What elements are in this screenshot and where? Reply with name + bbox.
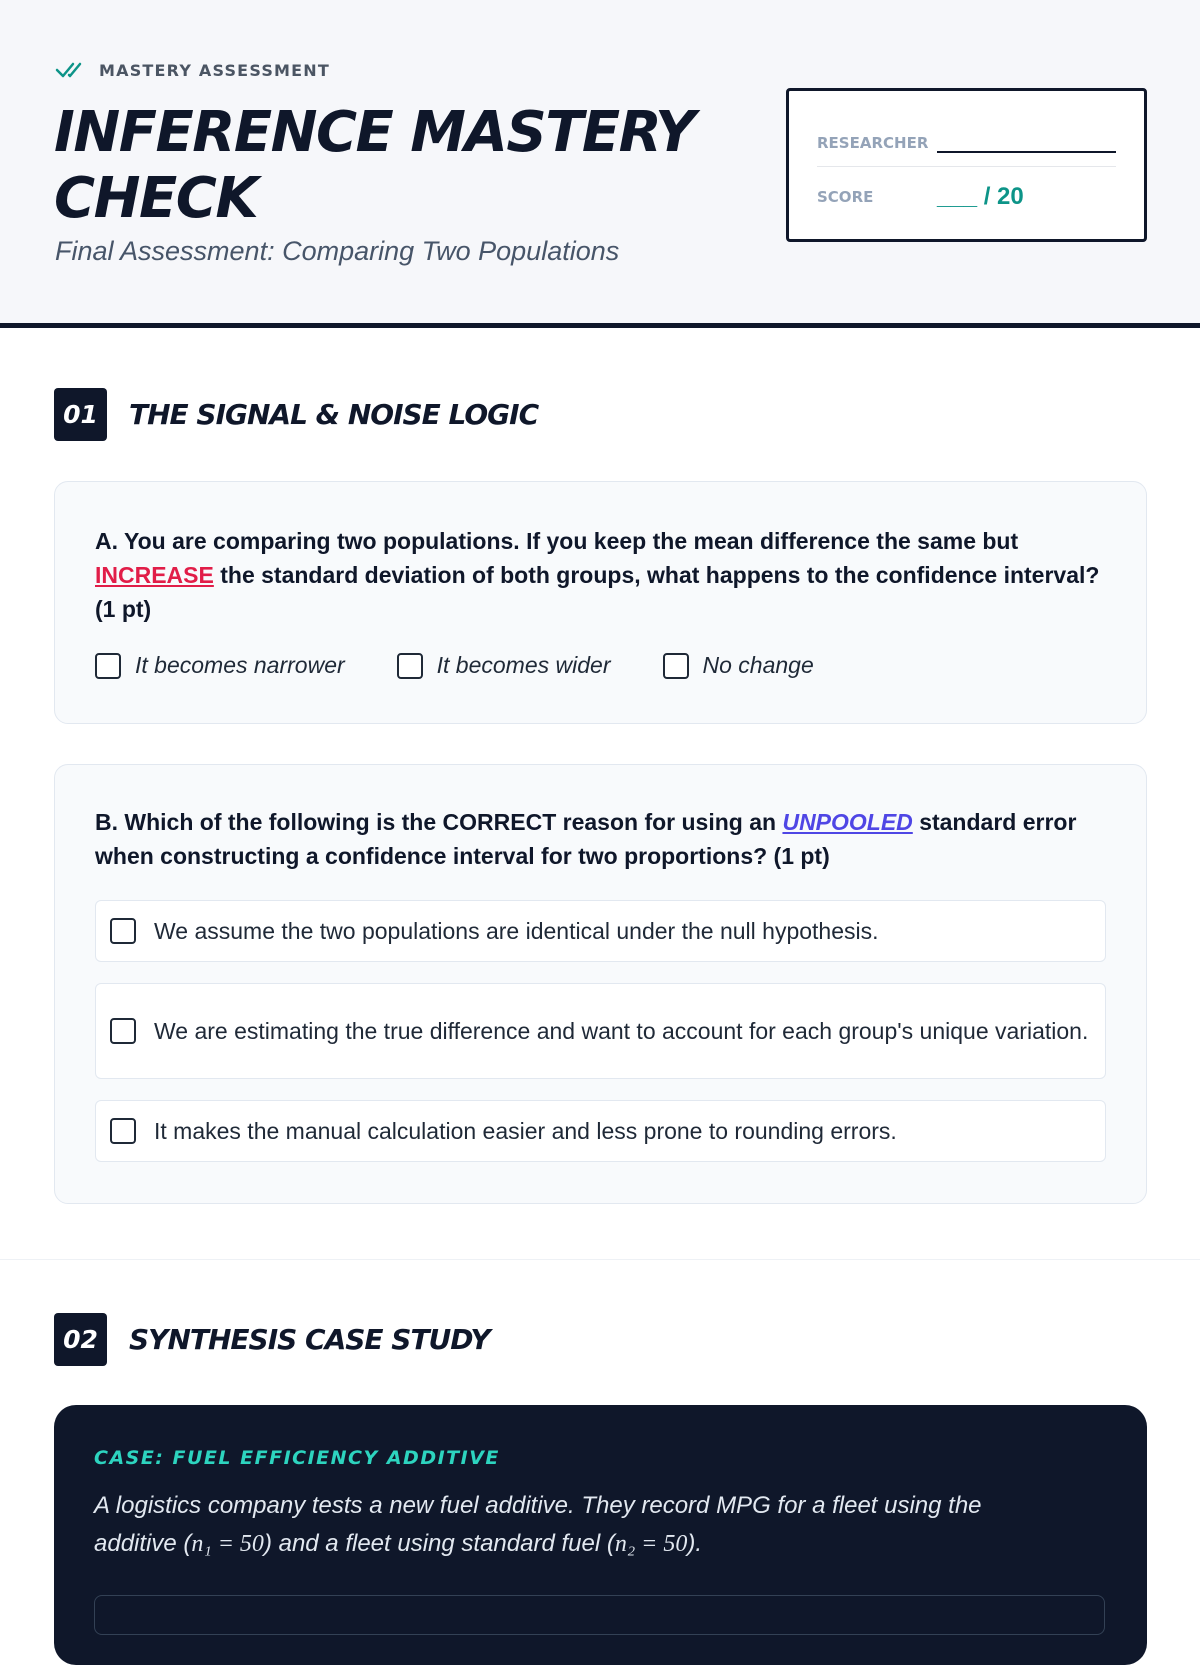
option-wider[interactable] [397,652,611,679]
section-title: SYNTHESIS CASE STUDY [129,1323,490,1356]
header [0,0,1200,328]
question-a-card [54,481,1147,724]
score-value[interactable]: ___ / 20 [937,183,1024,210]
checkbox[interactable] [110,1118,136,1144]
section-number: 02 [54,1313,107,1366]
question-a-suffix: the standard deviation of both groups, what happens to the confidence interval? (1 pt) [95,562,1100,622]
option-label: It becomes wider [436,652,611,678]
question-a-text [95,524,1106,626]
checkbox[interactable] [110,918,136,944]
question-b-prefix: B. Which of the following is the CORRECT reason for using an [95,809,777,835]
checkbox[interactable] [663,653,689,679]
option-label: It makes the manual calculation easier and less prone to rounding errors. [154,1117,897,1144]
researcher-label: RESEARCHER [817,133,929,152]
section-number: 01 [54,388,107,441]
math-n1: n₁ = 50 [191,1531,264,1557]
checkbox[interactable] [95,653,121,679]
section-divider [0,1259,1200,1260]
section-01-header [54,388,538,441]
question-a-highlight: INCREASE [95,562,214,588]
option-label: No change [702,652,814,678]
checkbox[interactable] [397,653,423,679]
section-02-header [54,1313,490,1366]
case-description [94,1487,1067,1563]
question-b-card [54,764,1147,1204]
option-label: We assume the two populations are identical under the null hypothesis. [154,917,879,944]
option-label: We are estimating the true difference and want to account for each group's unique variation. [154,1017,1089,1044]
option-label: It becomes narrower [135,652,345,678]
eyebrow-label: MASTERY ASSESSMENT [99,60,330,80]
case-label: CASE: FUEL EFFICIENCY ADDITIVE [94,1447,500,1469]
score-row [817,167,1116,227]
option-easier-calculation[interactable] [95,1100,1106,1162]
score-label: SCORE [817,188,874,206]
case-text-part: ). [687,1530,703,1557]
case-study-card [54,1405,1147,1665]
case-data-panel [94,1595,1105,1635]
question-b-highlight: UNPOOLED [782,809,913,835]
researcher-row [817,119,1116,167]
checkbox[interactable] [110,1018,136,1044]
question-b-suffix: standard error when constructing a confidence interval for two proportions? (1 pt) [95,809,1077,869]
case-text-part: ) and a fleet using standard fuel ( [263,1530,615,1557]
option-identical-populations[interactable] [95,900,1106,962]
section-title: THE SIGNAL & NOISE LOGIC [129,398,539,431]
page-subtitle: Final Assessment: Comparing Two Populations [55,236,620,266]
researcher-name-field[interactable] [937,139,1116,153]
case-text-part: A logistics company tests a new fuel additive. They record MPG for a fleet using the additive ( [94,1492,982,1557]
option-narrower[interactable] [95,652,345,679]
question-a-prefix: A. You are comparing two populations. If you keep the mean difference the same but [95,528,1019,554]
question-a-options [95,652,866,679]
option-no-change[interactable] [663,652,814,679]
double-check-icon [55,60,87,80]
page-title: INFERENCE MASTERY CHECK [54,100,695,231]
eyebrow [55,60,330,80]
question-b-text [95,805,1106,873]
researcher-score-box [786,88,1147,242]
option-unique-variation[interactable] [95,983,1106,1079]
math-n2: n₂ = 50 [614,1531,688,1557]
